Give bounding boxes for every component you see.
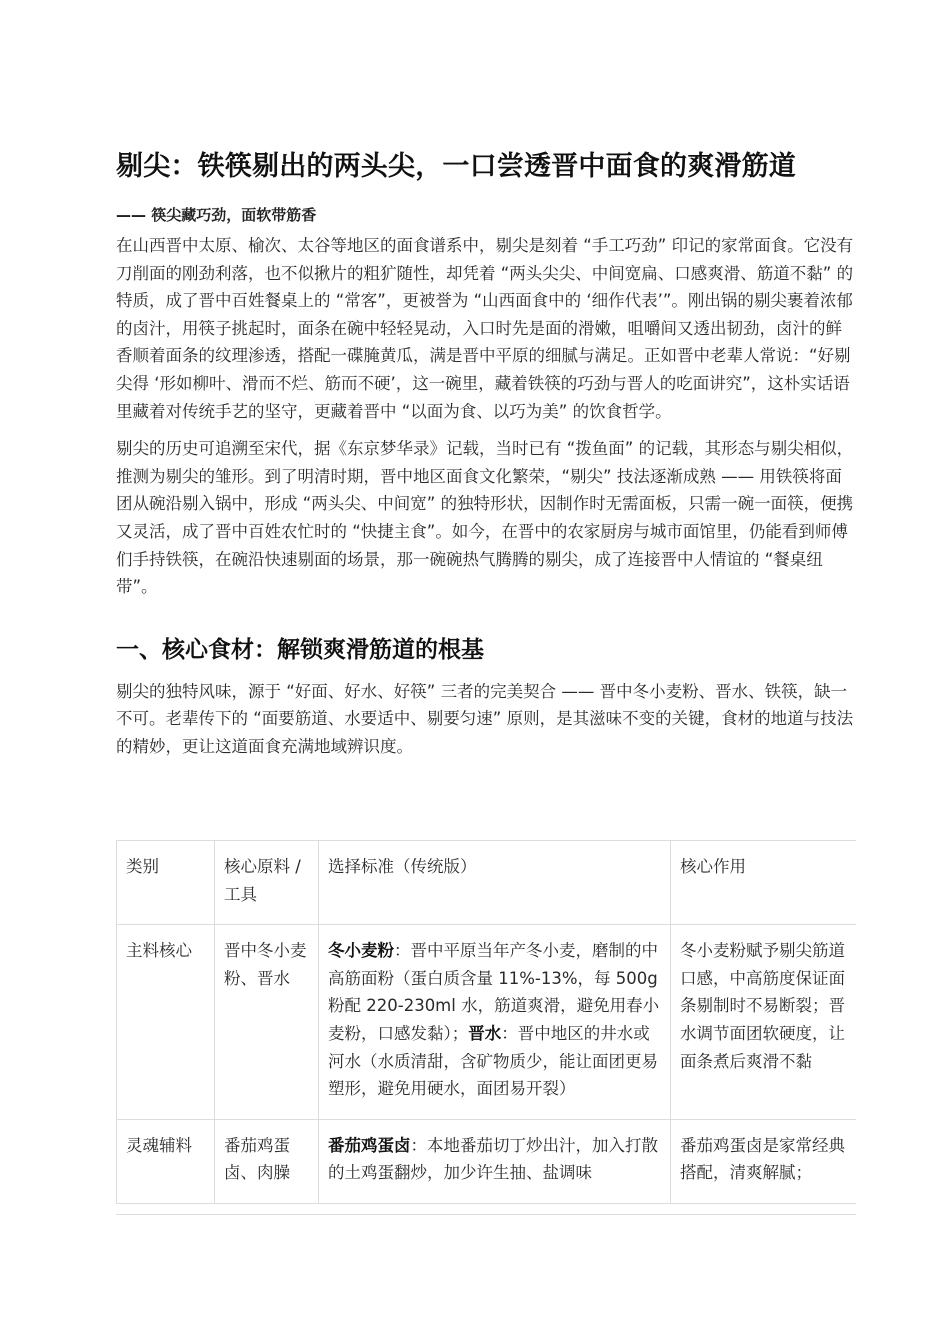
section-heading: 一、核心食材：解锁爽滑筋道的根基 bbox=[116, 636, 484, 663]
material-cell: 晋中冬小麦粉、晋水 bbox=[215, 925, 319, 1120]
standard-cell bbox=[319, 1119, 671, 1203]
intro-paragraph: 在山西晋中太原、榆次、太谷等地区的面食谱系中，剔尖是刻着 “手工巧劲” 印记的家常面食。它没有刀削面的刚劲利落，也不似揪片的粗犷随性，却凭着 “两头尖尖、中间宽扁、口感爽滑、筋道不黏” 的特质，成了晋中百姓餐桌上的 “常客”，更被誉为 “山西面食中的 ‘细作代表’”。刚出锅的剔尖裹着浓郁的卤汁，用筷子挑起时，面条在碗中轻轻晃动，入口时先是面的滑嫩，咀嚼间又透出韧劲，卤汁的鲜香顺着面条的纹理渗透，搭配一碟腌黄瓜，满是晋中平原的细腻与满足。正如晋中老辈人常说：“好剔尖得 ‘形如柳叶、滑而不烂、筋而不硬’，这一碗里，藏着铁筷的巧劲与晋人的吃面讲究”，这朴实话语里藏着对传统手艺的坚守，更藏着晋中 “以面为食、以巧为美” 的饮食哲学。 bbox=[116, 236, 854, 421]
category-cell: 灵魂辅料 bbox=[117, 1119, 215, 1203]
standard-term: 番茄鸡蛋卤 bbox=[328, 1135, 411, 1155]
material-cell: 番茄鸡蛋卤、肉臊 bbox=[215, 1119, 319, 1203]
history-paragraph: 剔尖的历史可追溯至宋代，据《东京梦华录》记载，当时已有 “拨鱼面” 的记载，其形态与剔尖相似，推测为剔尖的雏形。到了明清时期，晋中地区面食文化繁荣，“剔尖” 技法逐渐成熟 —— 用铁筷将面团从碗沿剔入锅中，形成 “两头尖、中间宽” 的独特形状，因制作时无需面板，只需一碗一面筷，便携又灵活，成了晋中百姓农忙时的 “快捷主食”。如今，在晋中的农家厨房与城市面馆里，仍能看到师傅们手持铁筷，在碗沿快速剔面的场景，那一碗碗热气腾腾的剔尖，成了连接晋中人情谊的 “餐桌纽带”。 bbox=[116, 439, 854, 597]
role-cell: 番茄鸡蛋卤是家常经典搭配，清爽解腻； bbox=[671, 1119, 857, 1203]
standard-cell bbox=[319, 925, 671, 1120]
table-row bbox=[117, 1119, 857, 1203]
ingredients-table-wrapper bbox=[116, 840, 856, 1215]
standard-term: 晋水 bbox=[468, 1023, 502, 1043]
standard-text: ：晋中地区的井水或河水（水质清甜，含矿物质少，能让面团更易塑形，避免用硬水，面团易开裂） bbox=[328, 1023, 658, 1099]
category-cell: 主料核心 bbox=[117, 925, 215, 1120]
role-cell: 冬小麦粉赋予剔尖筋道口感，中高筋度保证面条剔制时不易断裂；晋水调节面团软硬度，让面条煮后爽滑不黏 bbox=[671, 925, 857, 1120]
standard-text: ：本地番茄切丁炒出汁，加入打散的土鸡蛋翻炒，加少许生抽、盐调味 bbox=[328, 1135, 658, 1183]
table-header-cell: 核心作用 bbox=[671, 841, 857, 925]
table-row bbox=[117, 925, 857, 1120]
table-header-cell: 类别 bbox=[117, 841, 215, 925]
article bbox=[116, 150, 856, 761]
table-header-row bbox=[117, 841, 857, 925]
table-header-cell: 选择标准（传统版） bbox=[319, 841, 671, 925]
ingredients-table bbox=[116, 840, 856, 1204]
section-paragraph: 剔尖的独特风味，源于 “好面、好水、好筷” 三者的完美契合 —— 晋中冬小麦粉、晋水、铁筷，缺一不可。老辈传下的 “面要筋道、水要适中、剔要匀速” 原则，是其滋味不变的关键，食材的地道与技法的精妙，更让这道面食充满地域辨识度。 bbox=[116, 681, 854, 756]
subtitle: —— 筷尖藏巧劲，面软带筋香 bbox=[116, 206, 317, 224]
table-header-cell: 核心原料 / 工具 bbox=[215, 841, 319, 925]
standard-text: ：晋中平原当年产冬小麦，磨制的中高筋面粉（蛋白质含量 11%-13%，每 500g 粉配 220-230ml 水，筋道爽滑，避免用春小麦粉，口感发黏）； bbox=[328, 941, 660, 1043]
standard-term: 冬小麦粉 bbox=[328, 941, 394, 961]
page-title: 剔尖：铁筷剔出的两头尖，一口尝透晋中面食的爽滑筋道 bbox=[116, 151, 796, 182]
